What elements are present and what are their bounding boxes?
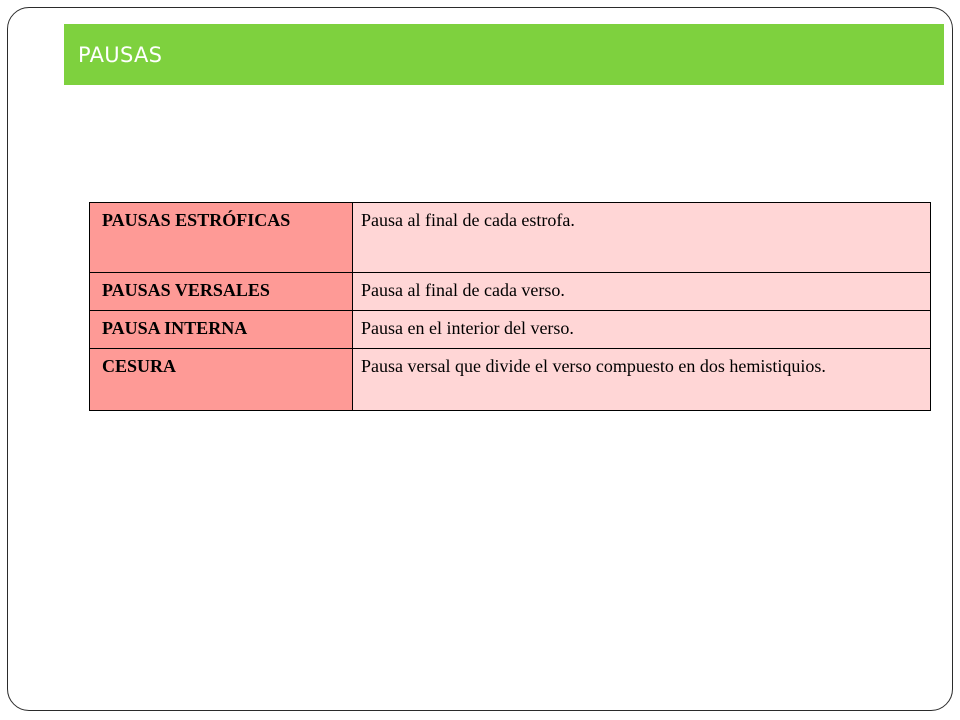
table-row — [90, 311, 931, 349]
table-row — [90, 349, 931, 411]
description-cell: Pausa al final de cada estrofa. — [353, 203, 931, 273]
description-cell: Pausa al final de cada verso. — [353, 273, 931, 311]
term-cell: PAUSAS ESTRÓFICAS — [90, 203, 353, 273]
description-cell: Pausa versal que divide el verso compuesto en dos hemistiquios. — [353, 349, 931, 411]
term-cell: PAUSA INTERNA — [90, 311, 353, 349]
table-row — [90, 203, 931, 273]
title-bar — [64, 24, 944, 85]
term-cell: CESURA — [90, 349, 353, 411]
term-cell: PAUSAS VERSALES — [90, 273, 353, 311]
slide-frame — [7, 7, 953, 711]
table-row — [90, 273, 931, 311]
pauses-table — [89, 202, 931, 411]
slide-title: PAUSAS — [78, 42, 163, 67]
description-cell: Pausa en el interior del verso. — [353, 311, 931, 349]
